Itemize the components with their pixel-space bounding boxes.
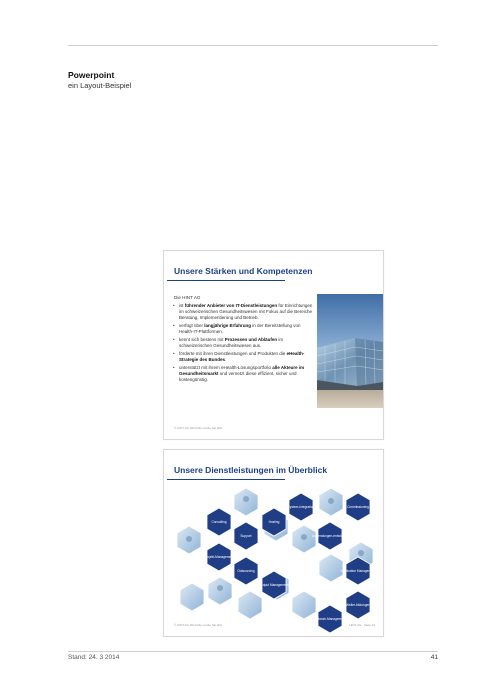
- hex-label-application-development: Anwendungen-entwickeln: [311, 534, 349, 538]
- page-heading: Powerpoint: [68, 70, 115, 80]
- slide-title: Unsere Dienstleistungen im Überblick: [174, 465, 328, 475]
- bullet-item: • kennt sich bestens mit Prozessen und Abläufen im schweizerischen Gesundheitswesen aus.: [173, 337, 313, 349]
- bullet-item: • verfügt über langjährige Erfahrung in der Bereitstellung von Health-IT-Plattformen.: [173, 323, 313, 335]
- bottom-rule: [68, 651, 438, 652]
- slide-title: Unsere Stärken und Kompetenzen: [174, 266, 313, 276]
- hex-label-application-management: Application Management: [340, 569, 376, 573]
- slide-title-underline: [167, 280, 285, 281]
- hex-label-consulting: Consulting: [211, 520, 227, 524]
- slide-services: [163, 449, 384, 637]
- slide-title-underline: [167, 479, 285, 480]
- footer-date: Stand: 24. 3 2014: [68, 654, 120, 661]
- hex-label-network-management: Network-Management: [314, 617, 346, 621]
- photo-hexes: [177, 488, 376, 619]
- top-rule: [68, 45, 438, 46]
- hex-label-hosting: Hosting: [268, 520, 280, 524]
- slide-strengths: [163, 250, 384, 440]
- building-photo: [317, 294, 383, 408]
- bullet-item: • unterstützt mit ihrem eHealth-Lösungsportfolio alle Akteure im Gesundheitsmarkt und vernetzt diese effizient, sicher und kostengünstig.: [173, 365, 313, 384]
- hex-label-further-education: Weiter-bildungen: [345, 603, 371, 607]
- hex-label-project-management: Projekt-Management: [204, 555, 234, 559]
- bullet-list: [173, 303, 313, 385]
- hex-label-system-integration: System-Integration: [287, 505, 315, 509]
- slide-footer-right: HINT AG · Seite 12: [349, 623, 375, 627]
- slide-footer: © HINT AG 2014 Die marke hat dich: [174, 623, 223, 627]
- page-number: 41: [430, 654, 438, 661]
- bullet-item: • förderte mit ihren Dienstleistungen und Produkten die eHealth-Strategie des Bundes.: [173, 351, 313, 363]
- hex-label-output-management: Output Management: [259, 583, 289, 587]
- company-name: Die HINT AG: [174, 295, 201, 300]
- service-hexes: [207, 493, 370, 633]
- services-honeycomb: [164, 485, 383, 635]
- bullet-item: • ist führender Anbieter von IT-Dienstleistungen für Einrichtungen im schweizerischen Gesundheitswesen mit Fokus auf die Bereiche Beratung, Implementierung und Betrieb.: [173, 303, 313, 322]
- slide-footer: © HINT AG 2014 Die marke hat dich: [174, 426, 223, 430]
- hex-label-outsourcing: Outsourcing: [237, 569, 255, 573]
- hex-label-commissioning: Commissioning: [347, 505, 369, 509]
- hex-label-support: Support: [240, 534, 252, 538]
- page-subheading: ein Layout-Beispiel: [68, 81, 132, 90]
